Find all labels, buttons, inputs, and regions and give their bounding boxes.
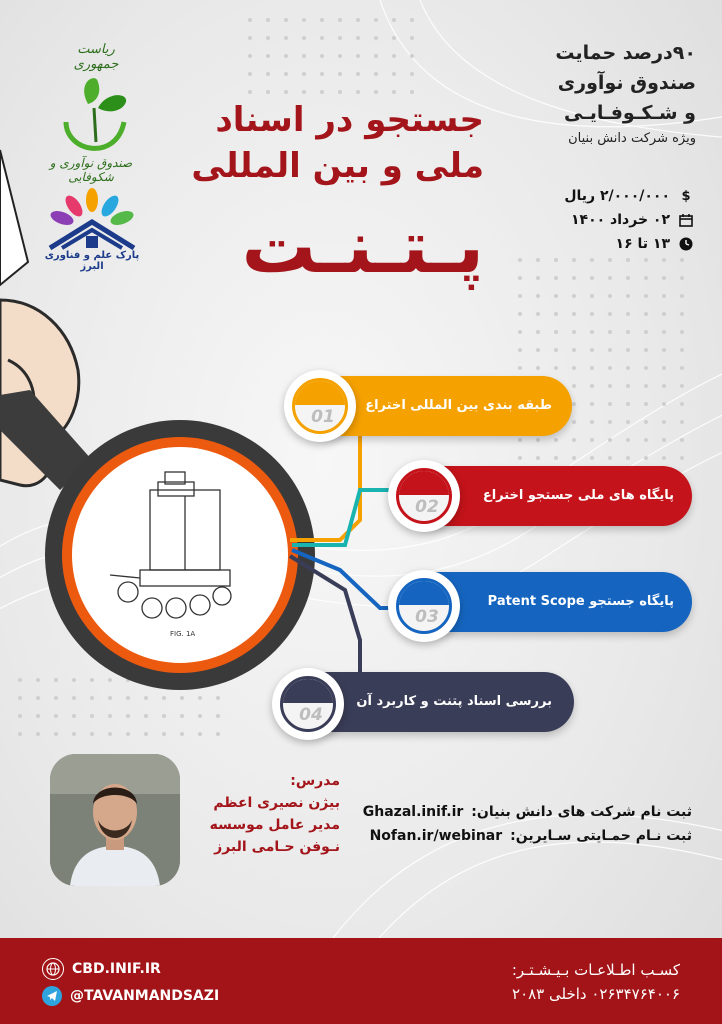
- alborz-park-logo: [44, 188, 140, 272]
- support-line-4: ویژه شرکت دانش بنیان: [568, 131, 696, 146]
- registration-other-row: [363, 824, 692, 848]
- topic-number-03: 03: [415, 607, 439, 627]
- support-line-2: صندوق نوآوری: [557, 72, 696, 94]
- kb-label: ثبت نام شرکت های دانش بنیان:: [471, 804, 692, 820]
- time-text: ۱۳ تا ۱۶: [615, 236, 670, 252]
- registration-block: [363, 800, 692, 848]
- clock-icon: [678, 236, 694, 252]
- globe-icon: [42, 958, 64, 980]
- person-icon: [50, 754, 180, 886]
- topic-label-04: بررسی اسناد پتنت و کاربرد آن: [356, 694, 552, 709]
- paper-sheet: [0, 150, 28, 285]
- topic-badge-01: [284, 370, 356, 442]
- title-line-1: جستجو در اسناد: [215, 100, 484, 140]
- support-line-3: و شـکـوفـایـی: [564, 102, 696, 124]
- title-line-2: ملی و بین المللی: [191, 146, 484, 186]
- date-row: [571, 208, 694, 232]
- price-text: ۲/۰۰۰/۰۰۰ ریال: [564, 188, 670, 204]
- park-name: پارک علم و فناوری البرز: [44, 250, 140, 272]
- date-text: ۰۲ خرداد ۱۴۰۰: [571, 212, 670, 228]
- other-url[interactable]: Nofan.ir/webinar: [369, 828, 503, 844]
- topic-label-01: طبقه بندی بین المللی اختراع: [365, 398, 552, 413]
- topic-number-04: 04: [299, 705, 323, 725]
- kb-url[interactable]: Ghazal.inif.ir: [362, 804, 464, 820]
- main-title: پـتـنـت: [241, 204, 484, 290]
- support-block: [476, 38, 696, 150]
- instructor-photo: [50, 754, 180, 886]
- instructor-heading: مدرس:: [290, 773, 340, 789]
- other-label: ثبت نـام حمـایتی سـایرین:: [510, 828, 692, 844]
- topic-number-02: 02: [415, 497, 439, 517]
- website-row: [42, 958, 161, 980]
- instructor-role-1: مدیر عامل موسسه: [209, 817, 340, 833]
- figure-caption: FIG. 1A: [170, 630, 196, 638]
- more-info-label: کسـب اطـلاعـات بـیـشـتـر:: [511, 961, 680, 979]
- topic-badge-03: [388, 570, 460, 642]
- dollar-icon: $: [681, 188, 691, 204]
- topic-label-03: پایگاه جستجو Patent Scope: [487, 594, 674, 609]
- telegram-icon: [42, 986, 62, 1006]
- calendar-icon: [678, 212, 694, 228]
- presidency-text: ریاست جمهوری: [73, 42, 119, 72]
- telegram-row: [42, 986, 219, 1006]
- instructor-info: [180, 770, 340, 858]
- telegram-link[interactable]: @TAVANMANDSAZI: [70, 988, 220, 1004]
- website-link[interactable]: CBD.INIF.IR: [72, 961, 161, 977]
- connector-lines: [290, 420, 395, 690]
- contact-info: [512, 958, 680, 1006]
- flower-icon: [44, 188, 140, 252]
- instructor-role-2: نـوفن حـامی البرز: [214, 839, 340, 855]
- phone-number[interactable]: ۰۲۶۳۴۷۶۴۰۰۶ داخلی ۲۰۸۳: [512, 985, 680, 1003]
- innovation-fund-logo: [36, 42, 146, 182]
- topic-label-02: پایگاه های ملی جستجو اختراع: [482, 488, 674, 503]
- topic-number-01: 01: [311, 407, 335, 427]
- fund-name: صندوق نوآوری و شکوفایی: [49, 156, 133, 184]
- support-line-1: ۹۰درصد حمایت: [555, 42, 696, 64]
- price-row: [564, 184, 694, 208]
- instructor-name: بیژن نصیری اعظم: [213, 795, 340, 811]
- registration-kb-row: [363, 800, 692, 824]
- topic-badge-04: [272, 668, 344, 740]
- time-row: [616, 232, 694, 256]
- topic-badge-02: [388, 460, 460, 532]
